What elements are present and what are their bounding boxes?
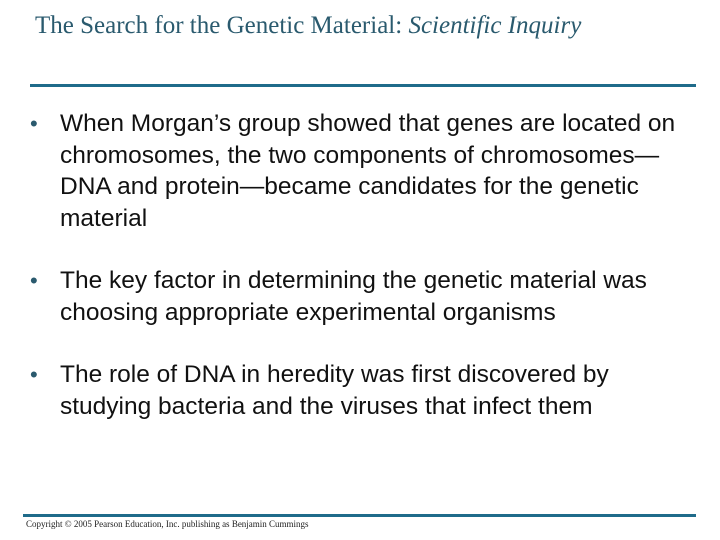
slide-title [35, 10, 695, 42]
footer-copyright: Copyright © 2005 Pearson Education, Inc. publishing as Benjamin Cummings [26, 519, 309, 529]
bullet-dot-icon: • [30, 362, 38, 387]
slide-title-italic: Scientific Inquiry [408, 12, 582, 39]
bullet-dot-icon: • [30, 268, 38, 293]
title-divider [30, 84, 696, 87]
bullet-text: The key factor in determining the genetic material was choosing appropriate experimental organisms [60, 267, 647, 326]
bullet-dot-icon: • [30, 111, 38, 136]
footer-divider [23, 514, 696, 517]
bullet-text: The role of DNA in heredity was first discovered by studying bacteria and the viruses that infect them [60, 361, 609, 420]
bullet-item [30, 359, 700, 422]
bullet-list [30, 108, 700, 453]
bullet-text: When Morgan’s group showed that genes are located on chromosomes, the two components of chromosomes—DNA and protein—became candidates for the genetic material [60, 110, 676, 232]
bullet-item [30, 265, 700, 328]
bullet-item [30, 108, 700, 234]
slide-title-main: The Search for the Genetic Material: [35, 12, 409, 39]
